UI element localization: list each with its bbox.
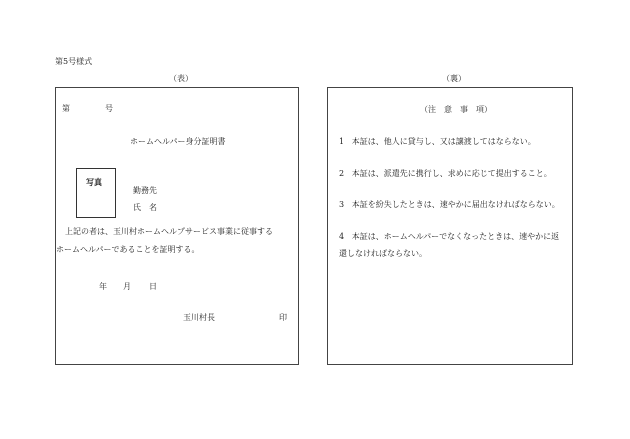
note-item-4	[339, 231, 559, 242]
seal-mark: 印	[279, 313, 287, 322]
date-year: 年	[99, 282, 107, 291]
certificate-number-prefix: 第	[62, 104, 70, 113]
note-number: 3	[339, 200, 345, 209]
issuer: 玉川村長	[183, 313, 215, 322]
note-text: 本証は、ホームヘルパーでなくなったときは、速やかに返	[351, 232, 560, 241]
back-heading: （裏）	[442, 74, 466, 83]
statement-line-2: ホームヘルパーであることを証明する。	[56, 245, 200, 254]
certificate-number-suffix: 号	[105, 104, 113, 113]
note-number: 1	[339, 137, 345, 146]
form-number: 第5号様式	[55, 57, 93, 66]
photo-label: 写真	[86, 177, 102, 187]
note-item-4-continued: 還しなければならない。	[339, 249, 427, 258]
statement-line-1: 上記の者は、玉川村ホームヘルプサービス事業に従事する	[65, 227, 273, 236]
front-heading: （表）	[169, 74, 193, 83]
note-text: 本証は、他人に貸与し、又は譲渡してはならない。	[351, 137, 536, 146]
name-label: 氏 名	[133, 203, 157, 212]
certificate-title: ホームヘルパー身分証明書	[130, 137, 226, 146]
note-text: 本証は、派遣先に携行し、求めに応じて提出すること。	[351, 169, 552, 178]
note-item-2	[339, 168, 552, 179]
note-number: 4	[339, 232, 345, 241]
back-card	[327, 87, 573, 365]
notes-title: （注 意 事 項）	[420, 105, 492, 114]
note-text: 本証を紛失したときは、速やかに届出なければならない。	[351, 200, 560, 209]
note-item-1	[339, 136, 536, 147]
note-item-3	[339, 199, 560, 210]
note-number: 2	[339, 169, 345, 178]
front-card	[55, 87, 299, 365]
date-month: 月	[123, 282, 131, 291]
photo-box	[76, 168, 116, 218]
workplace-label: 勤務先	[133, 186, 157, 195]
date-day: 日	[149, 282, 157, 291]
